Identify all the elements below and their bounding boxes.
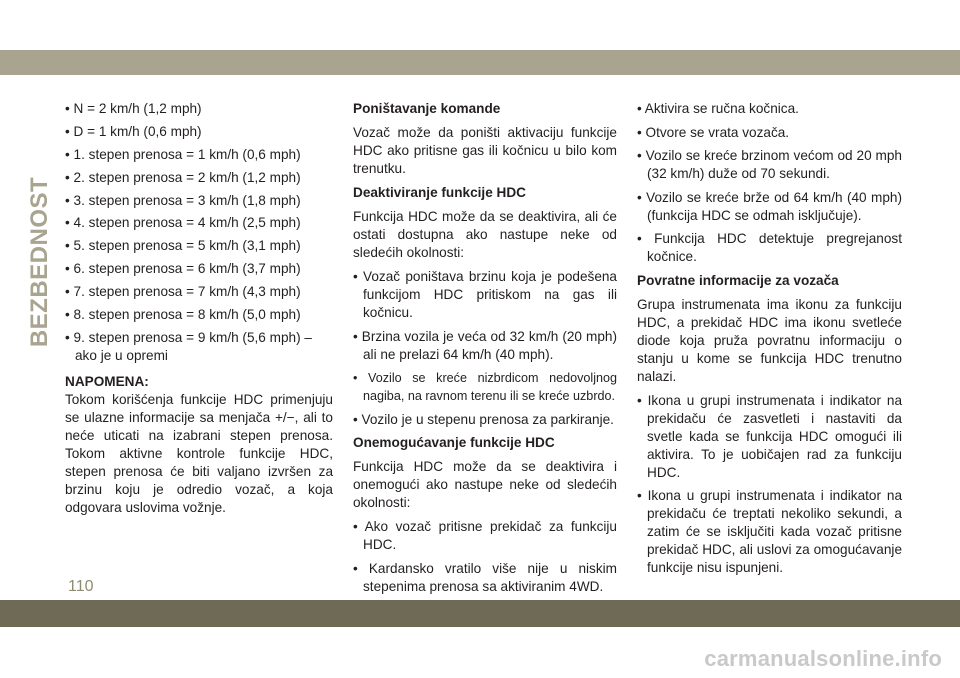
list-item: • Vozilo je u stepenu prenosa za parkiranje. — [353, 411, 614, 427]
list-item: • Vozač poništava brzinu koja je podešena funkcijom HDC pritiskom na gas ili kočnicu. — [353, 269, 617, 320]
list-item: • 8. stepen prenosa = 8 km/h (5,0 mph) — [65, 307, 301, 323]
list-item: • 6. stepen prenosa = 6 km/h (3,7 mph) — [65, 261, 301, 277]
note-title: NAPOMENA: — [65, 373, 149, 389]
column-1 — [65, 100, 333, 517]
list-item: • Funkcija HDC detektuje pregrejanost kočnice. — [637, 231, 902, 264]
list-item: • Vozilo se kreće brzinom većom od 20 mph (32 km/h) duže od 70 sekundi. — [637, 148, 902, 181]
list-item: • 5. stepen prenosa = 5 km/h (3,1 mph) — [65, 238, 301, 254]
list-item: • N = 2 km/h (1,2 mph) — [65, 101, 202, 116]
paragraph: Vozač može da poništi aktivaciju funkcije HDC ako pritisne gas ili kočnicu u bilo kom trenutku. — [353, 125, 617, 176]
heading-deactivate: Deaktiviranje funkcije HDC — [353, 185, 527, 200]
heading-override: Poništavanje komande — [353, 101, 501, 116]
list-item: • D = 1 km/h (0,6 mph) — [65, 123, 202, 139]
footer-band — [0, 600, 960, 627]
section-title: BEZBEDNOST — [26, 176, 53, 348]
list-item: • Aktivira se ručna kočnica. — [637, 101, 799, 116]
list-item: • Ikona u grupi instrumenata i indikator na prekidaču će zasvetleti i nastaviti da svetle kada se funkcija HDC omogući ili aktivira. To je uobičajen rad za funkciju HDC. — [637, 392, 902, 480]
heading-feedback: Povratne informacije za vozača — [637, 272, 839, 288]
list-item: • Vozilo se kreće nizbrdicom nedovoljnog nagiba, na ravnom terenu ili se kreće uzbrdo. — [353, 371, 617, 403]
list-item: • 1. stepen prenosa = 1 km/h (0,6 mph) — [65, 146, 301, 162]
paragraph: Funkcija HDC može da se deaktivira, ali će ostati dostupna ako nastupe neke od sledećih okolnosti: — [353, 209, 617, 260]
column-2 — [353, 100, 617, 601]
list-item: • 7. stepen prenosa = 7 km/h (4,3 mph) — [65, 284, 301, 300]
page-number: 110 — [68, 578, 94, 595]
list-item: • Kardansko vratilo više nije u niskim stepenima prenosa sa aktiviranim 4WD. — [353, 560, 617, 594]
list-item: • 4. stepen prenosa = 4 km/h (2,5 mph) — [65, 215, 301, 231]
list-item: • 3. stepen prenosa = 3 km/h (1,8 mph) — [65, 192, 301, 208]
header-band — [0, 50, 960, 75]
heading-disable: Onemogućavanje funkcije HDC — [353, 435, 555, 450]
paragraph: Grupa instrumenata ima ikonu za funkciju HDC, a prekidač HDC ima ikonu svetleće diode koja pruža povratnu informaciju o stanju u kome se funkcija HDC trenutno nalazi. — [637, 296, 902, 384]
list-item: • Ikona u grupi instrumenata i indikator na prekidaču će treptati nekoliko sekundi, a zatim će se isključiti kada vozač pritisne prekidač HDC, ali uslovi za omogućavanje funkcije nisu ispunjeni. — [637, 488, 902, 575]
list-item: • 2. stepen prenosa = 2 km/h (1,2 mph) — [65, 169, 301, 185]
paragraph: Funkcija HDC može da se deaktivira i onemogući ako nastupe neke od sledećih okolnosti: — [353, 459, 617, 510]
column-3 — [637, 100, 902, 583]
list-item: • Otvore se vrata vozača. — [637, 124, 790, 140]
list-item: • Ako vozač pritisne prekidač za funkciju HDC. — [353, 519, 617, 552]
list-item: • 9. stepen prenosa = 9 km/h (5,6 mph) – ako je u opremi — [65, 329, 312, 363]
list-item: • Brzina vozila je veća od 32 km/h (20 mph) ali ne prelazi 64 km/h (40 mph). — [353, 328, 617, 362]
watermark: carmanualsonline.info — [704, 646, 942, 671]
list-item: • Vozilo se kreće brže od 64 km/h (40 mph) (funkcija HDC se odmah isključuje). — [637, 189, 902, 223]
note-body: Tokom korišćenja funkcije HDC primenjuju se ulazne informacije sa menjača +/−, ali to neće uticati na izabrani stepen prenosa. Tokom aktivne kontrole funkcije HDC, stepen prenosa će biti valjano izvršen za brzinu koju je odredio vozač, a koja odgovara uslovima vožnje. — [65, 391, 333, 515]
